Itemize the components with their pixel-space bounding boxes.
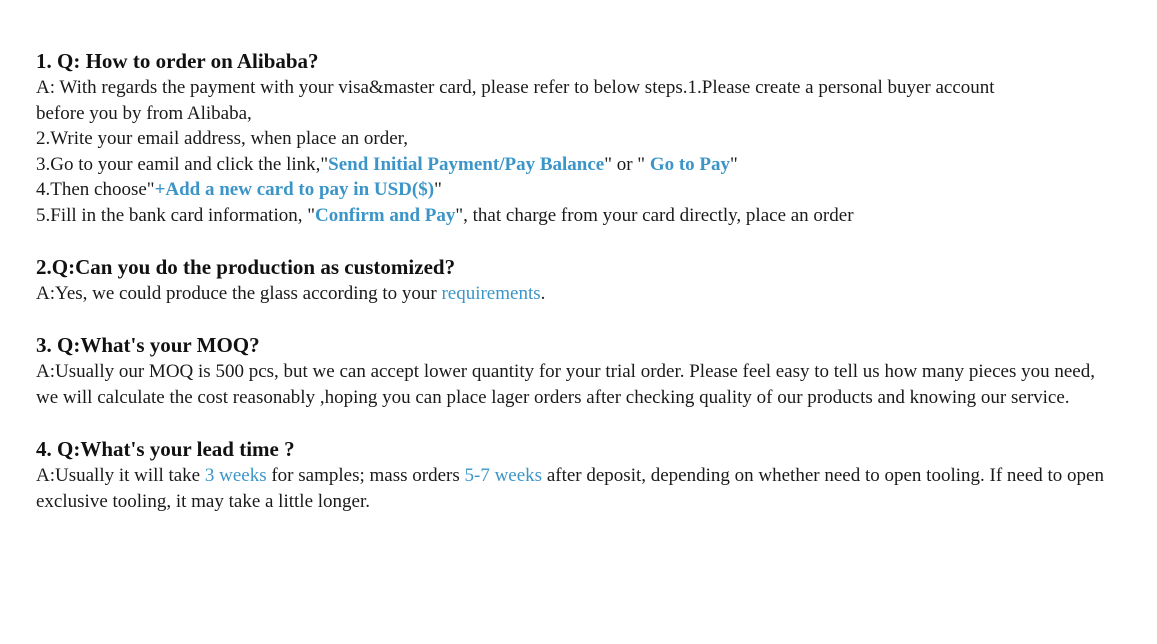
answer-text: 5.Fill in the bank card information, " xyxy=(36,204,315,226)
faq-question: 3. Q:What's your MOQ? xyxy=(36,333,260,358)
faq-answer-line xyxy=(36,203,1121,229)
faq-answer-line: before you by from Alibaba, xyxy=(36,102,252,124)
faq-item-customization xyxy=(36,253,1121,307)
faq-question: 2.Q:Can you do the production as customized? xyxy=(36,254,456,279)
faq-item-moq xyxy=(36,331,1121,410)
faq-answer-line: 2.Write your email address, when place an order, xyxy=(36,128,408,150)
answer-text: 3.Go to your eamil and click the link," xyxy=(36,153,329,175)
go-to-pay-link: Go to Pay xyxy=(649,153,731,175)
faq-answer-line xyxy=(36,177,1121,203)
faq-answer xyxy=(36,463,1121,514)
faq-section xyxy=(36,47,1121,515)
add-new-card-link: +Add a new card to pay in USD($) xyxy=(154,179,435,201)
spacer xyxy=(36,306,1121,331)
confirm-and-pay-link: Confirm and Pay xyxy=(314,204,456,226)
answer-text: A:Usually it will take xyxy=(36,465,205,487)
spacer xyxy=(36,410,1121,435)
sample-weeks-highlight: 3 weeks xyxy=(204,465,267,487)
answer-text: for samples; mass orders xyxy=(266,465,465,487)
faq-answer-line: A: With regards the payment with your visa&master card, please refer to below steps.1.Please create a personal buyer account xyxy=(36,77,995,98)
answer-text: " or " xyxy=(604,153,650,175)
faq-item-lead-time xyxy=(36,435,1121,514)
answer-text: after deposit, depending on whether need to open tooling. If need to open exclusive tooling, it may take a little longer. xyxy=(36,465,1104,512)
answer-text: " xyxy=(730,153,738,175)
faq-question: 1. Q: How to order on Alibaba? xyxy=(36,49,319,73)
answer-text: A:Yes, we could produce the glass according to your xyxy=(36,282,442,304)
faq-question: 4. Q:What's your lead time ? xyxy=(36,437,295,462)
mass-order-weeks-highlight: 5-7 weeks xyxy=(464,465,543,487)
faq-answer: A:Usually our MOQ is 500 pcs, but we can accept lower quantity for your trial order. Please feel easy to tell us how many pieces you need, we will calculate the cost reasonably ,hoping you can place lager orders after checking quality of our products and knowing our service. xyxy=(36,361,1095,408)
answer-text: 4.Then choose" xyxy=(36,179,155,201)
answer-text: " xyxy=(434,179,442,201)
answer-text: . xyxy=(540,282,546,304)
answer-text: ", that charge from your card directly, place an order xyxy=(455,204,854,226)
send-initial-payment-link: Send Initial Payment/Pay Balance xyxy=(328,153,605,175)
faq-item-how-to-order xyxy=(36,47,1121,229)
faq-answer-line xyxy=(36,152,1121,178)
faq-answer xyxy=(36,281,1121,307)
spacer xyxy=(36,229,1121,253)
requirements-highlight: requirements xyxy=(441,282,541,304)
